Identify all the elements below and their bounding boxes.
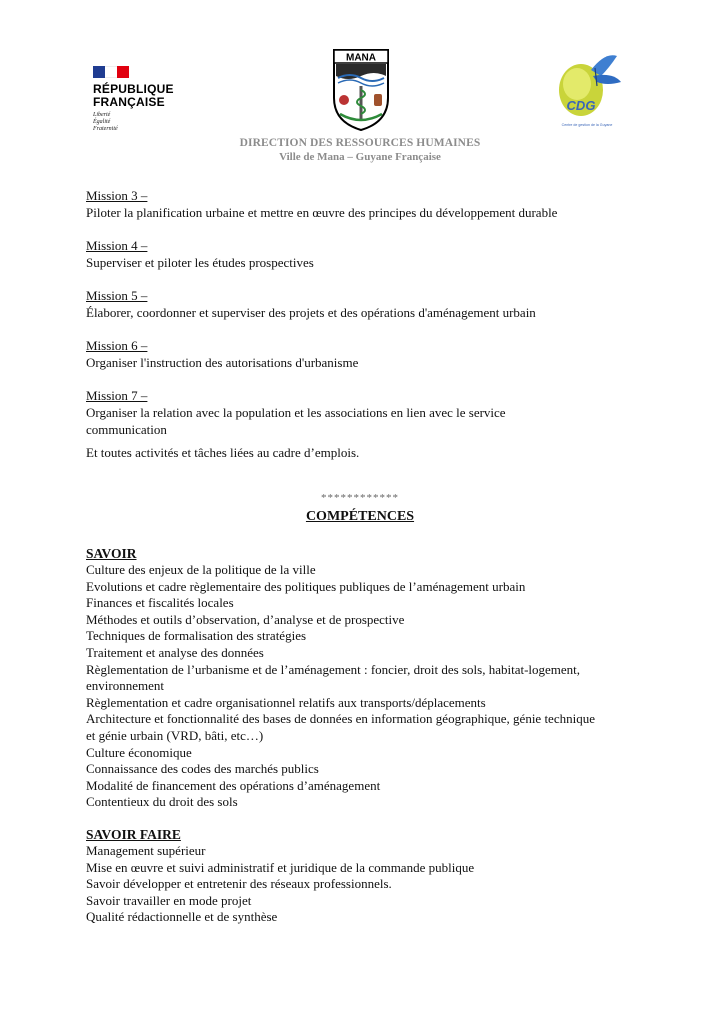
list-item: Techniques de formalisation des stratégies bbox=[86, 628, 307, 644]
list-item: Management supérieur bbox=[86, 842, 206, 858]
mission-block bbox=[86, 287, 646, 321]
list-item: Savoir développer et entretenir des réseaux professionnels. bbox=[86, 876, 392, 892]
list-item: Traitement et analyse des données bbox=[86, 644, 264, 660]
mission-block bbox=[86, 337, 646, 371]
document-body bbox=[86, 187, 646, 926]
french-flag-icon bbox=[93, 66, 129, 78]
mission-title: Mission 6 – bbox=[86, 338, 148, 353]
city-subtitle: Ville de Mana – Guyane Française bbox=[279, 151, 441, 163]
cdg-label: CDG bbox=[566, 98, 596, 113]
list-item: Qualité rédactionnelle et de synthèse bbox=[86, 909, 278, 925]
list-item: Connaissance des codes des marchés publics bbox=[86, 761, 319, 777]
activities-note: Et toutes activités et tâches liées au cadre d’emplois. bbox=[86, 445, 360, 460]
list-item: Règlementation et cadre organisationnel relatifs aux transports/déplacements bbox=[86, 694, 486, 710]
list-item: Evolutions et cadre règlementaire des politiques publiques de l’aménagement urbain bbox=[86, 578, 526, 594]
savoir-heading: SAVOIR bbox=[86, 546, 137, 561]
mission-block bbox=[86, 187, 646, 221]
list-item: Contentieux du droit des sols bbox=[86, 794, 238, 810]
list-item: Mise en œuvre et suivi administratif et juridique de la commande publique bbox=[86, 859, 475, 875]
savoir-faire-heading: SAVOIR FAIRE bbox=[86, 826, 181, 842]
separator-stars: ************ bbox=[321, 492, 399, 504]
mission-block bbox=[86, 387, 646, 438]
mana-crest-logo bbox=[330, 48, 392, 132]
list-item: Méthodes et outils d’observation, d’analyse et de prospective bbox=[86, 611, 405, 627]
list-item: Culture des enjeux de la politique de la ville bbox=[86, 562, 316, 577]
mission-text: Superviser et piloter les études prospectives bbox=[86, 255, 314, 270]
mission-text: Élaborer, coordonner et superviser des projets et des opérations d'aménagement urbain bbox=[86, 305, 536, 320]
mission-title: Mission 7 – bbox=[86, 388, 148, 403]
cdg-logo bbox=[547, 46, 627, 130]
mission-text: Piloter la planification urbaine et mettre en œuvre des principes du développement durable bbox=[86, 205, 558, 220]
list-item: Règlementation de l’urbanisme et de l’aménagement : foncier, droit des sols, habitat-logement, environnement bbox=[86, 661, 581, 694]
competences-heading: COMPÉTENCES bbox=[305, 509, 415, 524]
crest-label: MANA bbox=[346, 52, 376, 64]
mission-text: Organiser la relation avec la population et les associations en lien avec le service communication bbox=[86, 405, 506, 437]
list-item: Savoir travailler en mode projet bbox=[86, 892, 252, 908]
department-title: DIRECTION DES RESSOURCES HUMAINES bbox=[239, 137, 481, 149]
mission-title: Mission 4 – bbox=[86, 238, 148, 253]
savoir-list bbox=[86, 562, 646, 811]
cdg-caption: Centre de gestion de la Guyane bbox=[561, 123, 613, 127]
mission-title: Mission 5 – bbox=[86, 288, 148, 303]
republique-title: RÉPUBLIQUE FRANÇAISE bbox=[93, 82, 174, 109]
mission-block bbox=[86, 237, 646, 271]
list-item: Culture économique bbox=[86, 744, 192, 760]
list-item: Architecture et fonctionnalité des bases de données en information géographique, génie technique et génie urbain (VRD, bâti, etc…) bbox=[86, 711, 595, 743]
mission-title: Mission 3 – bbox=[86, 188, 148, 203]
republique-francaise-logo bbox=[93, 66, 174, 133]
list-item: Finances et fiscalités locales bbox=[86, 595, 234, 611]
republique-motto: Liberté Égalité Fraternité bbox=[93, 112, 118, 132]
savoir-faire-list bbox=[86, 843, 646, 926]
list-item: Modalité de financement des opérations d’aménagement bbox=[86, 777, 381, 793]
mission-text: Organiser l'instruction des autorisations d'urbanisme bbox=[86, 355, 359, 370]
